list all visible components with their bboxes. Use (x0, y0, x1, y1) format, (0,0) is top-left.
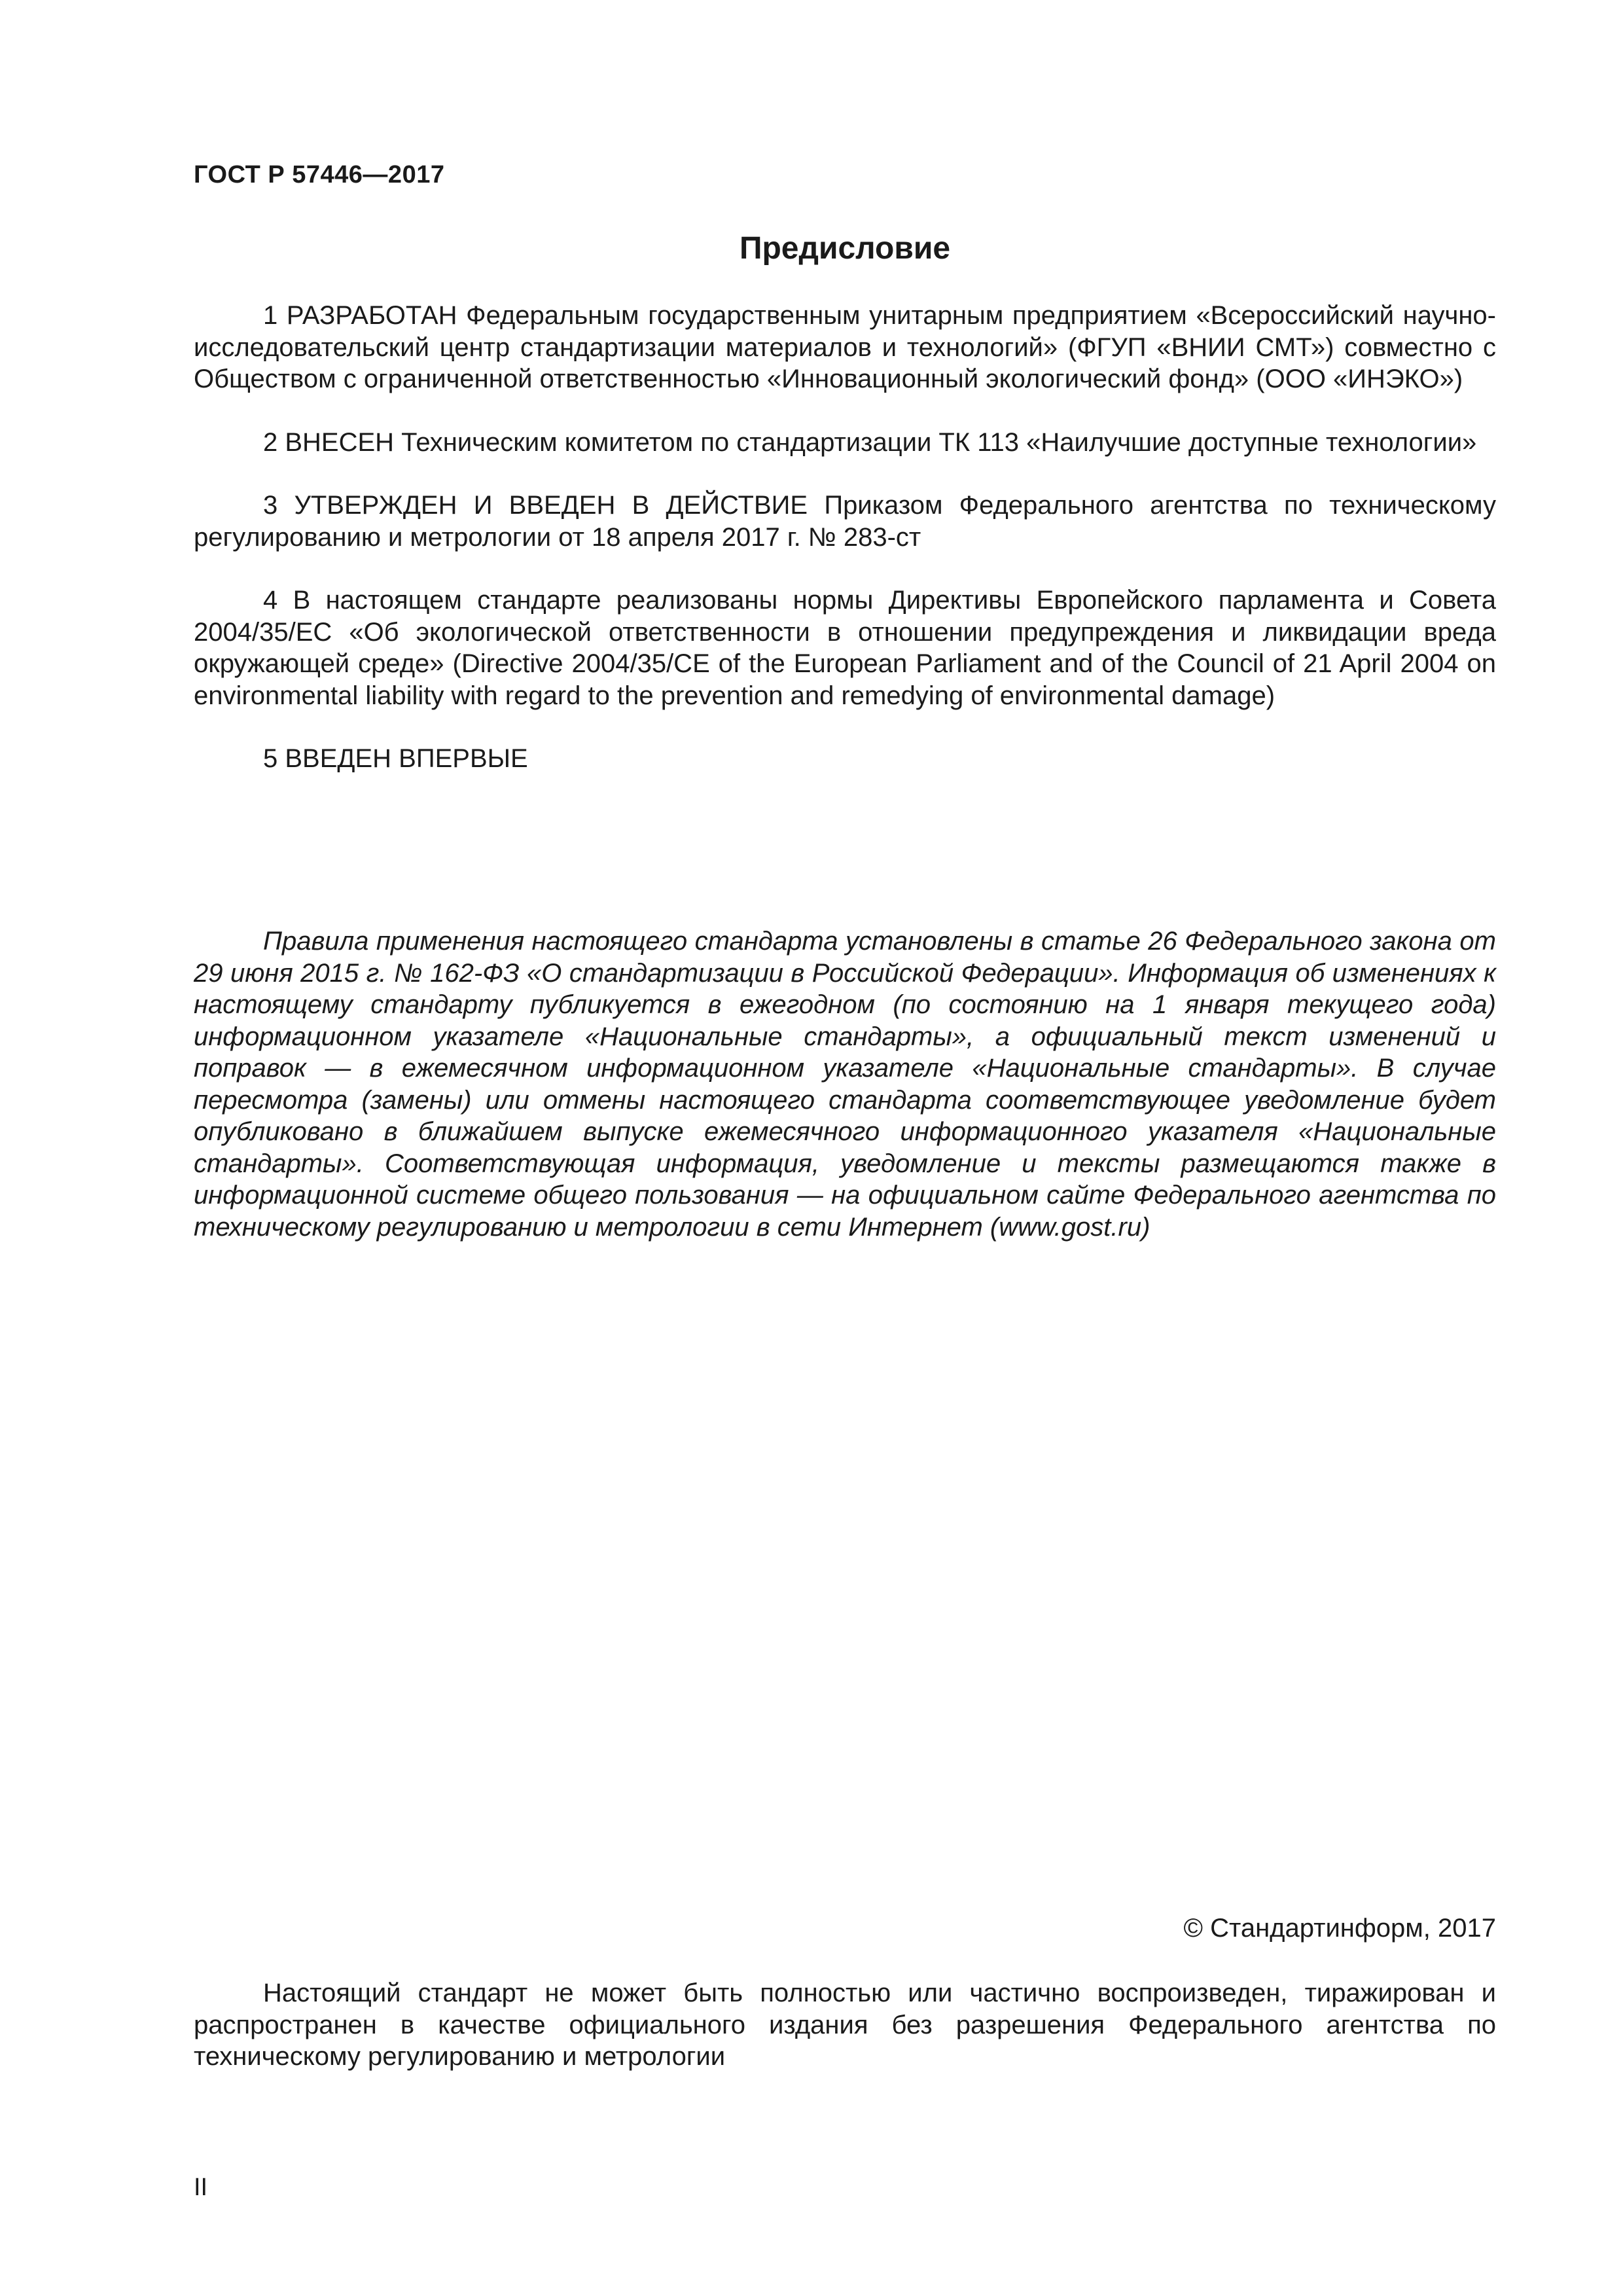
page-number: II (194, 2174, 208, 2201)
application-rules-notice (194, 925, 1496, 1243)
application-rules-text: Правила применения настоящего стандарта установлены в статье 26 Федерального закона от 29 июня 2015 г. № 162-ФЗ «О стандартизации в Российской Федерации». Информация об изменениях к настоящему стандарту публикуется в ежегодном (по состоянию на 1 января текущего года) информационном указателе «Национальные стандарты», а официальный текст изменений и поправок — в ежемесячном информационном указателе «Национальные стандарты». В случае пересмотра (замены) или отмены настоящего стандарта соответствующее уведомление будет опубликовано в ближайшем выпуске ежемесячного информационного указателя «Национальные стандарты». Соответствующая информация, уведомление и тексты размещаются также в информационной системе общего пользования — на официальном сайте Федерального агентства по техническому регулированию и метрологии в сети Интернет (www.gost.ru) (194, 927, 1496, 1242)
foreword-item-approved: 3 УТВЕРЖДЕН И ВВЕДЕН В ДЕЙСТВИЕ Приказом Федерального агентства по техническому регулированию и метрологии от 18 апреля 2017 г. № 283-ст (194, 491, 1496, 552)
page-title: Предисловие (739, 231, 951, 266)
copyright-line: © Стандартинформ, 2017 (1183, 1914, 1496, 1943)
foreword-item-developed: 1 РАЗРАБОТАН Федеральным государственным унитарным предприятием «Всероссийский научно-исследовательский центр стандартизации материалов и технологий» (ФГУП «ВНИИ СМТ») совместно с Обществом с ограниченной ответственностью «Инновационный экологический фонд» (ООО «ИНЭКО») (194, 301, 1496, 393)
foreword-item-submitted: 2 ВНЕСЕН Техническим комитетом по стандартизации ТК 113 «Наилучшие доступные технологии» (263, 427, 1477, 457)
foreword-item-directive: 4 В настоящем стандарте реализованы нормы Директивы Европейского парламента и Совета 2004/35/ЕС «Об экологической ответственности в отношении предупреждения и ликвидации вреда окружающей среде» (Directive 2004/35/CE of the European Parliament and of the Council of 21 April 2004 on environmental liability with regard to the prevention and remedying of environmental damage) (194, 586, 1496, 710)
document-code: ГОСТ Р 57446—2017 (194, 161, 445, 188)
reproduction-rights-text: Настоящий стандарт не может быть полностью или частично воспроизведен, тиражирован и распространен в качестве официального издания без разрешения Федерального агентства по техническому регулированию и метрологии (194, 1979, 1496, 2071)
foreword-items (194, 300, 1496, 806)
foreword-item-first-introduced: 5 ВВЕДЕН ВПЕРВЫЕ (263, 744, 528, 773)
reproduction-rights (194, 1977, 1496, 2073)
